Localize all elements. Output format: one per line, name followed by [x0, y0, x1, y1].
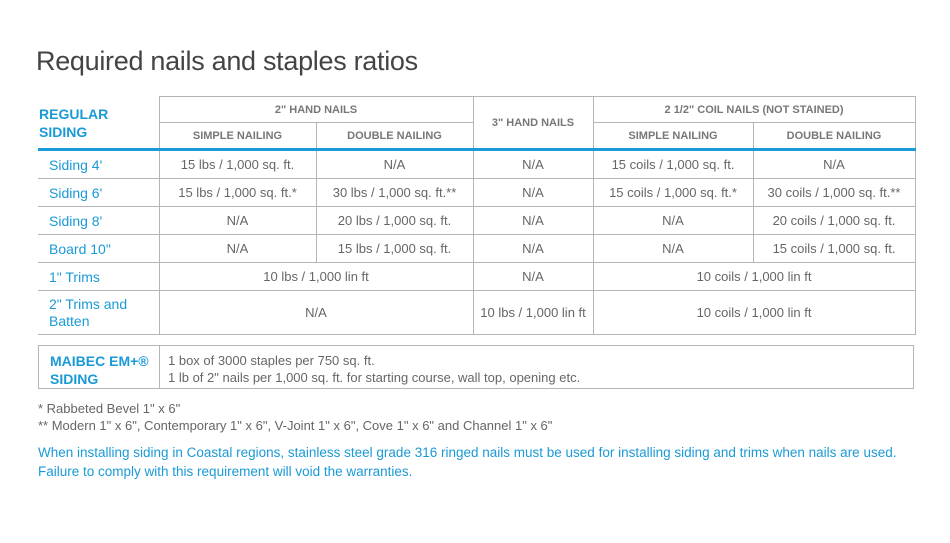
subheader-coil-double: DOUBLE NAILING [753, 123, 915, 150]
subheader-hand-double: DOUBLE NAILING [316, 123, 473, 150]
page-title: Required nails and staples ratios [36, 46, 418, 76]
table-cell: N/A [473, 207, 593, 235]
table-row [38, 263, 915, 291]
maibec-detail-line: 1 lb of 2" nails per 1,000 sq. ft. for starting course, wall top, opening etc. [168, 370, 581, 385]
row-label: Siding 4' [38, 150, 159, 179]
maibec-label-line: MAIBEC EM+® [50, 353, 149, 369]
table-row [38, 291, 915, 335]
table-cell: 10 coils / 1,000 lin ft [593, 291, 915, 335]
row-label-line: 2" Trims and [49, 295, 128, 312]
table-cell: N/A [159, 291, 473, 335]
table-cell: 15 lbs / 1,000 sq. ft.* [159, 179, 316, 207]
table-cell: 10 lbs / 1,000 lin ft [473, 291, 593, 335]
row-label-line: Batten [49, 312, 90, 329]
table-row [38, 207, 915, 235]
table-cell: N/A [159, 235, 316, 263]
header-3in-hand-nails: 3" HAND NAILS [473, 97, 593, 150]
table-cell: N/A [593, 235, 753, 263]
table-cell: N/A [159, 207, 316, 235]
nails-ratio-table [38, 96, 916, 335]
table-cell: 30 lbs / 1,000 sq. ft.** [316, 179, 473, 207]
table-cell: N/A [316, 150, 473, 179]
table-row [38, 150, 915, 179]
coastal-warning [38, 443, 896, 481]
table-cell: 30 coils / 1,000 sq. ft.** [753, 179, 915, 207]
row-label: 1" Trims [38, 263, 159, 291]
table-cell: 15 coils / 1,000 sq. ft. [753, 235, 915, 263]
table-cell: 10 coils / 1,000 lin ft [593, 263, 915, 291]
table-cell: 15 coils / 1,000 sq. ft. [593, 150, 753, 179]
table-cell: N/A [473, 150, 593, 179]
column-divider [159, 346, 160, 388]
table-cell: N/A [473, 263, 593, 291]
table-cell: 10 lbs / 1,000 lin ft [159, 263, 473, 291]
maibec-details [168, 352, 580, 386]
row-label: Siding 6' [38, 179, 159, 207]
table-row [38, 235, 915, 263]
maibec-siding-box [38, 345, 914, 389]
table-cell: N/A [593, 207, 753, 235]
table-cell: N/A [473, 179, 593, 207]
header-2in-hand-nails: 2" HAND NAILS [159, 97, 473, 123]
warning-line: When installing siding in Coastal regions, stainless steel grade 316 ringed nails must be used for installing siding and trims when nails are used. [38, 445, 897, 460]
table-header-row [38, 97, 915, 123]
header-coil-nails: 2 1/2" COIL NAILS (NOT STAINED) [593, 97, 915, 123]
table-cell: 20 coils / 1,000 sq. ft. [753, 207, 915, 235]
row-label: Board 10" [38, 235, 159, 263]
footnote: * Rabbeted Bevel 1" x 6" [38, 401, 181, 416]
table-cell: 15 lbs / 1,000 sq. ft. [159, 150, 316, 179]
table-cell: N/A [473, 235, 593, 263]
table-cell: N/A [753, 150, 915, 179]
row-label: Siding 8' [38, 207, 159, 235]
table-cell: 15 lbs / 1,000 sq. ft. [316, 235, 473, 263]
warning-line: Failure to comply with this requirement will void the warranties. [38, 464, 413, 479]
footnotes [38, 400, 552, 434]
row-label [38, 291, 159, 335]
regular-siding-label: REGULAR SIDING [39, 105, 109, 140]
maibec-label-line: SIDING [50, 371, 99, 387]
subheader-coil-simple: SIMPLE NAILING [593, 123, 753, 150]
table-cell: 15 coils / 1,000 sq. ft.* [593, 179, 753, 207]
maibec-siding-label [50, 352, 158, 388]
table-row [38, 179, 915, 207]
maibec-detail-line: 1 box of 3000 staples per 750 sq. ft. [168, 353, 375, 368]
table-cell: 20 lbs / 1,000 sq. ft. [316, 207, 473, 235]
footnote: ** Modern 1" x 6", Contemporary 1" x 6", V-Joint 1" x 6", Cove 1" x 6" and Channel 1" x 6" [38, 418, 553, 433]
subheader-hand-simple: SIMPLE NAILING [159, 123, 316, 150]
